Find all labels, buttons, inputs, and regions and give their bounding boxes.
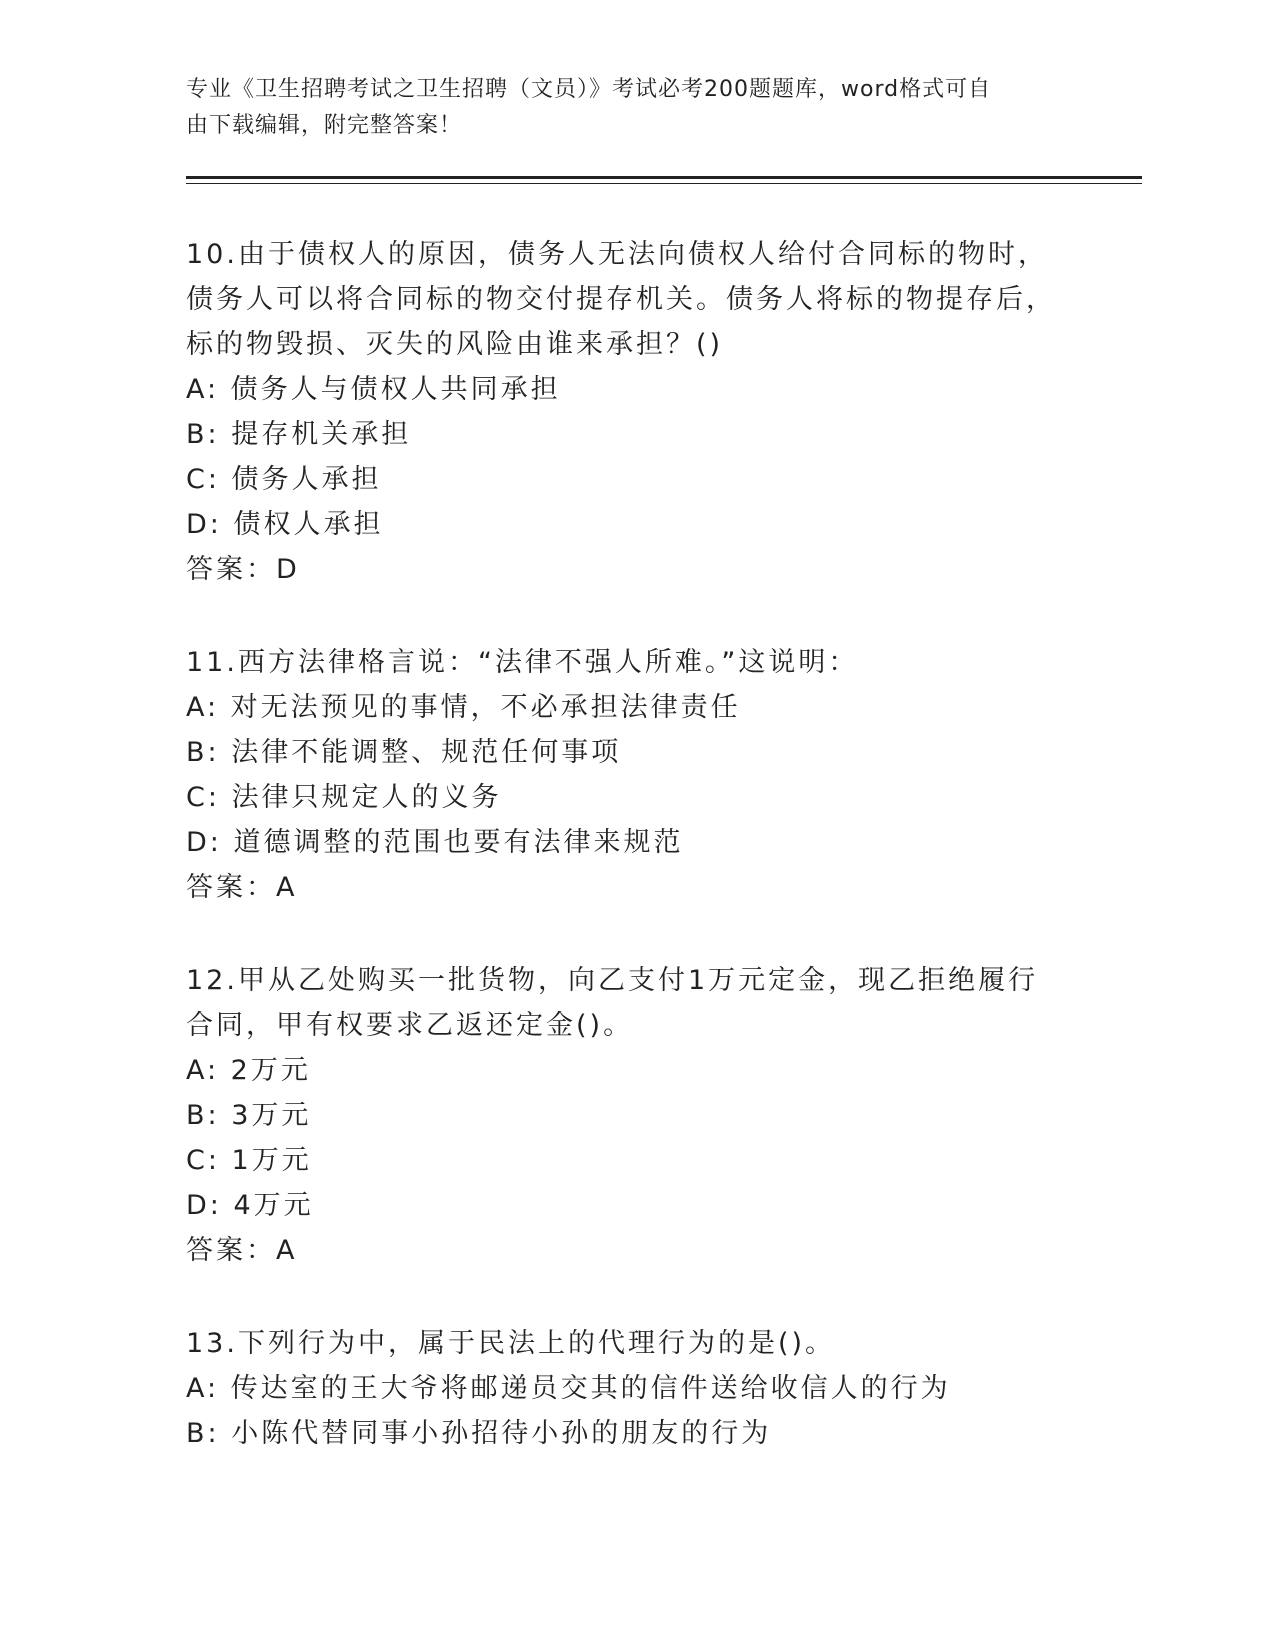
option-a: A: 传达室的王大爷将邮递员交其的信件送给收信人的行为 bbox=[186, 1373, 951, 1404]
option-b: B: 小陈代替同事小孙招待小孙的朋友的行为 bbox=[186, 1418, 772, 1449]
option-a: A: 债务人与债权人共同承担 bbox=[186, 374, 561, 405]
header-divider-thick bbox=[186, 176, 1142, 179]
question-13 bbox=[186, 1321, 1066, 1456]
option-a: A: 2万元 bbox=[186, 1055, 311, 1086]
header-divider-thin bbox=[186, 183, 1142, 184]
answer: 答案：A bbox=[186, 1235, 298, 1266]
option-c: C: 法律只规定人的义务 bbox=[186, 782, 502, 813]
option-b: B: 3万元 bbox=[186, 1100, 312, 1131]
answer: 答案：A bbox=[186, 872, 298, 903]
document-header bbox=[186, 72, 1066, 144]
option-b: B: 提存机关承担 bbox=[186, 419, 412, 450]
question-list bbox=[186, 232, 1066, 1504]
question-stem: 11.西方法律格言说：“法律不强人所难。”这说明： bbox=[186, 647, 859, 678]
option-a: A: 对无法预见的事情，不必承担法律责任 bbox=[186, 692, 741, 723]
option-d: D: 债权人承担 bbox=[186, 509, 384, 540]
answer: 答案：D bbox=[186, 554, 300, 585]
option-b: B: 法律不能调整、规范任何事项 bbox=[186, 737, 622, 768]
header-line-2: 由下载编辑，附完整答案！ bbox=[186, 113, 463, 138]
question-12 bbox=[186, 958, 1066, 1273]
question-10 bbox=[186, 232, 1066, 592]
option-d: D: 4万元 bbox=[186, 1190, 314, 1221]
option-c: C: 债务人承担 bbox=[186, 464, 382, 495]
question-stem: 10.由于债权人的原因，债务人无法向债权人给付合同标的物时，债务人可以将合同标的物交付提存机关。债务人将标的物提存后，标的物毁损、灭失的风险由谁来承担？() bbox=[186, 239, 1056, 360]
option-c: C: 1万元 bbox=[186, 1145, 312, 1176]
question-stem: 13.下列行为中，属于民法上的代理行为的是()。 bbox=[186, 1328, 836, 1359]
question-11 bbox=[186, 640, 1066, 910]
option-d: D: 道德调整的范围也要有法律来规范 bbox=[186, 827, 684, 858]
question-stem: 12.甲从乙处购买一批货物，向乙支付1万元定金，现乙拒绝履行合同，甲有权要求乙返还定金()。 bbox=[186, 965, 1039, 1041]
header-line-1: 专业《卫生招聘考试之卫生招聘（文员）》考试必考200题题库，word格式可自 bbox=[186, 77, 992, 102]
